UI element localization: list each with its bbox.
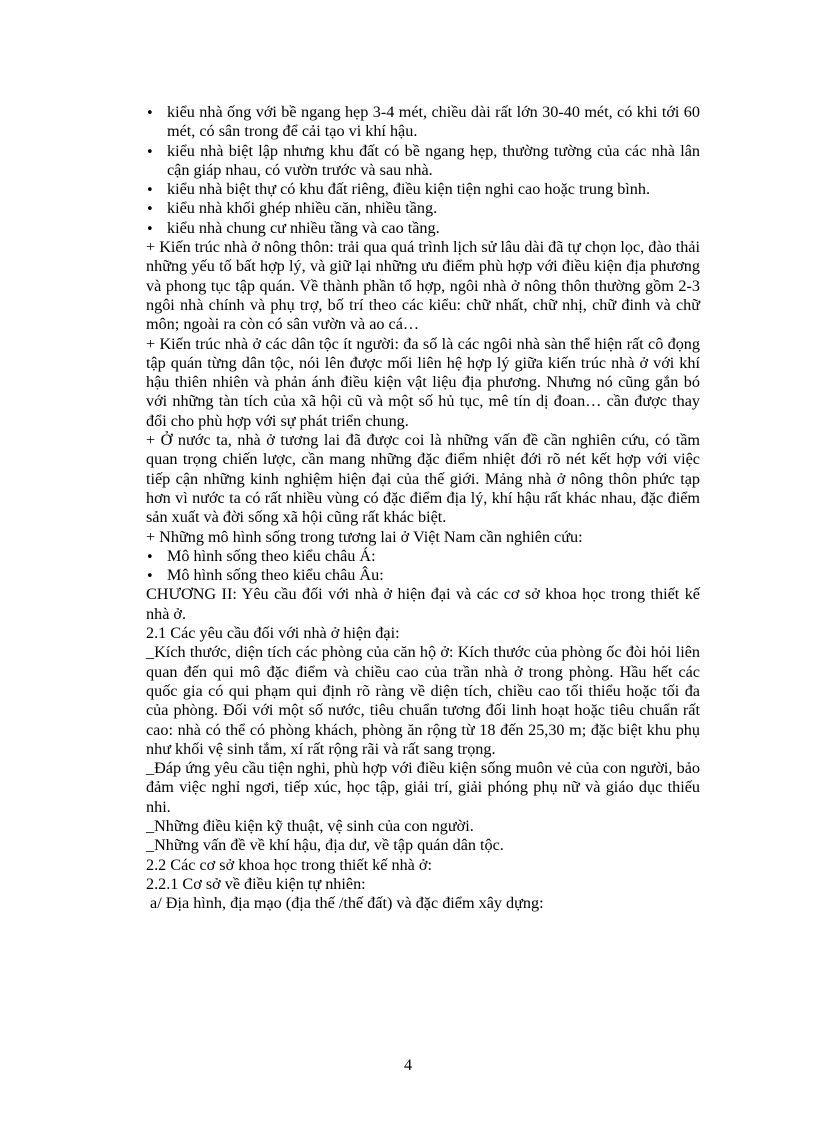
list-item: • kiểu nhà biệt lập nhưng khu đất có bề ngang hẹp, thường tường của các nhà lân cận giáp nhau, có vườn trước và sau nhà. (146, 142, 700, 181)
list-item: • kiểu nhà biệt thự có khu đất riêng, điều kiện tiện nghi cao hoặc trung bình. (146, 180, 700, 199)
paragraph-room-size: _Kích thước, diện tích các phòng của căn hộ ở: Kích thước của phòng ốc đòi hỏi liên quan đến qui mô đặc điểm và chiều cao của trần nhà ở trong phòng. Hầu hết các quốc gia có qui phạm qui định rõ ràng về diện tích, chiều cao tối thiểu hoặc tối đa của phòng. Đối với một số nước, tiêu chuẩn tương đối linh hoạt hoặc tiêu chuẩn rất cao: nhà có thể có phòng khách, phòng ăn rộng từ 18 đến 25,30 m; đặc biệt khu phụ như khối vệ sinh tắm, xí rất rộng rãi và rất sang trọng. (146, 643, 700, 758)
bullet-icon (146, 219, 167, 239)
bullet-icon (146, 199, 167, 219)
paragraph-climate: _Những vấn đề về khí hậu, địa dư, về tập quán dân tộc. (146, 836, 504, 855)
list-item: • kiểu nhà khối ghép nhiều căn, nhiều tầng. (146, 199, 700, 218)
section-heading-2-1: 2.1 Các yêu cầu đối với nhà ở hiện đại: (146, 624, 400, 643)
list-item: • Mô hình sống theo kiểu châu Âu: (146, 566, 700, 585)
paragraph-technical: _Những điều kiện kỹ thuật, vệ sinh của con người. (146, 816, 474, 835)
chapter-heading: CHƯƠNG II: Yêu cầu đối với nhà ở hiện đại và các cơ sở khoa học trong thiết kế nhà ở. (146, 585, 700, 623)
paragraph-living-models: + Những mô hình sống trong tương lai ở Việt Nam cần nghiên cứu: (146, 527, 583, 546)
bullet-icon (146, 103, 167, 123)
paragraph-ethnic-architecture: + Kiến trúc nhà ở các dân tộc ít người: đa số là các ngôi nhà sàn thể hiện rất cô đọng tập quán từng dân tộc, nói lên được mối liên hệ hợp lý giữa kiến trúc nhà ở với khí hậu thiên nhiên và phản ánh điều kiện vật liệu địa phương. Nhưng nó cũng gắn bó với những tàn tích của xã hội cũ và một số hủ tục, mê tín dị đoan… cần được thay đổi cho phù hợp với sự phát triển chung. (146, 334, 700, 430)
section-heading-2-2-1: 2.2.1 Cơ sở về điều kiện tự nhiên: (146, 874, 366, 893)
bullet-icon (146, 142, 167, 162)
body-text (146, 103, 700, 913)
list-item: • kiểu nhà chung cư nhiều tầng và cao tầng. (146, 219, 700, 238)
list-item: • kiểu nhà ống với bề ngang hẹp 3-4 mét, chiều dài rất lớn 30-40 mét, có khi tới 60 mét, có sân trong để cải tạo vi khí hậu. (146, 103, 700, 142)
bullet-icon (146, 180, 167, 200)
page-number: 4 (403, 1056, 413, 1074)
living-models-list (146, 547, 700, 586)
paragraph-comfort: _Đáp ứng yêu cầu tiện nghi, phù hợp với điều kiện sống muôn vẻ của con người, bảo đảm việc nghỉ ngơi, tiếp xúc, học tập, giải trí, giải phóng phụ nữ và giáo dục thiếu nhi. (146, 759, 700, 816)
paragraph-future-housing: + Ở nước ta, nhà ở tương lai đã được coi là những vấn đề cần nghiên cứu, có tầm quan trọng chiến lược, cần mang những đặc điểm nhiệt đới rõ nét kết hợp với việc tiếp cận những kinh nghiệm hiện đại của thế giới. Mảng nhà ở nông thôn phức tạp hơn vì nước ta có rất nhiều vùng có đặc điểm địa lý, khí hậu rất khác nhau, đặc điểm sản xuất và đời sống xã hội cũng rất khác biệt. (146, 431, 700, 527)
urban-housing-types-list (146, 103, 700, 238)
list-item: • Mô hình sống theo kiểu châu Á: (146, 547, 700, 566)
section-heading-2-2: 2.2 Các cơ sở khoa học trong thiết kế nhà ở: (146, 855, 432, 874)
bullet-icon (146, 566, 167, 586)
paragraph-rural-architecture: + Kiến trúc nhà ở nông thôn: trải qua quá trình lịch sử lâu dài đã tự chọn lọc, đào thải những yếu tố bất hợp lý, và giữ lại những ưu điểm phù hợp với điều kiện địa phương và phong tục tập quán. Về thành phần tổ hợp, ngôi nhà ở nông thôn thường gồm 2-3 ngôi nhà chính và phụ trợ, bố trí theo các kiểu: chữ nhất, chữ nhị, chữ đinh và chữ môn; ngoài ra còn có sân vườn và ao cá… (146, 238, 700, 334)
bullet-icon (146, 547, 167, 567)
item-a-heading: a/ Địa hình, địa mạo (địa thế /thế đất) và đặc điểm xây dựng: (146, 894, 544, 913)
